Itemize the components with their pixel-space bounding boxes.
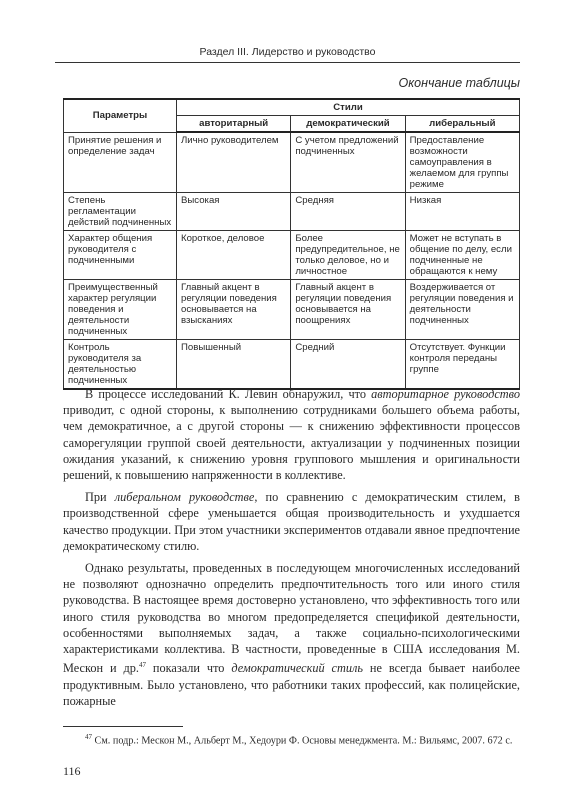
table-cell: Средний	[291, 340, 405, 390]
table-cell: Короткое, деловое	[177, 231, 291, 280]
emphasis: авторитарное руководство	[371, 387, 521, 401]
table-cell: Главный акцент в регуляции поведения основывается на взысканиях	[177, 280, 291, 340]
leadership-styles-table	[63, 98, 520, 390]
text-run: В процессе исследований К. Левин обнаружил, что	[85, 387, 372, 401]
style-header-liberal: либеральный	[405, 116, 519, 133]
table-cell: Более предупредительное, не только деловое, но и личностное	[291, 231, 405, 280]
table-cell: Повышенный	[177, 340, 291, 390]
table-cell: Отсутствует. Функции контроля переданы группе	[405, 340, 519, 390]
paragraph	[63, 560, 520, 709]
text-run: При	[85, 490, 115, 505]
text-run: показали что	[145, 661, 232, 676]
footnote-text: См. подр.: Мескон М., Альберт М., Хедоури Ф. Основы менеджмента. М.: Вильямс, 2007. 672 с.	[92, 735, 513, 747]
table-cell: Средняя	[291, 193, 405, 231]
emphasis: либеральном руководстве	[114, 490, 255, 505]
emphasis: демократический стиль	[231, 661, 363, 676]
table-row	[64, 280, 520, 340]
table-row	[64, 193, 520, 231]
table-cell: Степень регламентации действий подчиненных	[64, 193, 177, 231]
table-cell: С учетом предложений подчиненных	[291, 132, 405, 193]
table-cell: Преимущественный характер регуляции поведения и деятельности подчиненных	[64, 280, 177, 340]
table-cell: Контроль руководителя за деятельностью подчиненных	[64, 340, 177, 390]
styles-header: Стили	[177, 99, 520, 116]
table-cell: Воздерживается от регуляции поведения и деятельности подчиненных	[405, 280, 519, 340]
style-header-democratic: демократический	[291, 116, 405, 133]
text-run: не всегда бывает наиболее продуктивным. Было установлено, что работники таких профессий, как полицейские, пожарные	[63, 661, 520, 708]
paragraph	[63, 489, 520, 554]
table-row	[64, 340, 520, 390]
table-cell: Главный акцент в регуляции поведения основывается на поощрениях	[291, 280, 405, 340]
table-row	[64, 231, 520, 280]
running-header: Раздел III. Лидерство и руководство	[55, 46, 520, 63]
table-cell: Характер общения руководителя с подчиненными	[64, 231, 177, 280]
table-row	[64, 132, 520, 193]
param-header: Параметры	[64, 99, 177, 132]
text-run: Однако результаты, проведенных в последующем многочисленных исследований не позволяют однозначно определить предпочтительность того или иного стиля руководства. В настоящее время достоверно установлено, что эффективность того или иного стиля руководства во многом предопределяется спецификой деятельности, особенностями выполняемых задач, а также социально-психологическими характеристиками коллектива. В частности, проведенные в США исследования М. Мескон и др.	[63, 561, 520, 676]
table-cell: Предоставление возможности самоуправления в желаемом для группы режиме	[405, 132, 519, 193]
page-number: 116	[63, 764, 81, 778]
footnote-ref: 47	[138, 661, 146, 670]
table-cell: Принятие решения и определение задач	[64, 132, 177, 193]
style-header-authoritarian: авторитарный	[177, 116, 291, 133]
table-cell: Высокая	[177, 193, 291, 231]
footnote	[63, 731, 520, 747]
footnote-divider	[63, 726, 183, 727]
table-cell: Лично руководителем	[177, 132, 291, 193]
paragraph	[63, 386, 520, 483]
table-cell: Низкая	[405, 193, 519, 231]
table-caption: Окончание таблицы	[398, 76, 520, 90]
text-run: приводит, с одной стороны, к выполнению сотрудниками большего объема работы, чем демократичное, а с другой стороны — к снижению эффективности процессов саморегуляции группой своей деятельности, актуализации у подчиненных позиции ожидания указаний, к снижению уровня группового мышления и оригинальности решений, к повышению напряженности в коллективе.	[63, 403, 520, 483]
footnote-marker: 47	[85, 733, 92, 741]
text-run: , по сравнению с демократическим стилем, в производственной сфере уменьшается общая производительность и ухудшается качество продукции. При этом участники экспериментов отдавали явное предпочтение демократическому стилю.	[63, 490, 520, 553]
body-text	[63, 386, 520, 715]
table-cell: Может не вступать в общение по делу, если подчиненные не обращаются к нему	[405, 231, 519, 280]
